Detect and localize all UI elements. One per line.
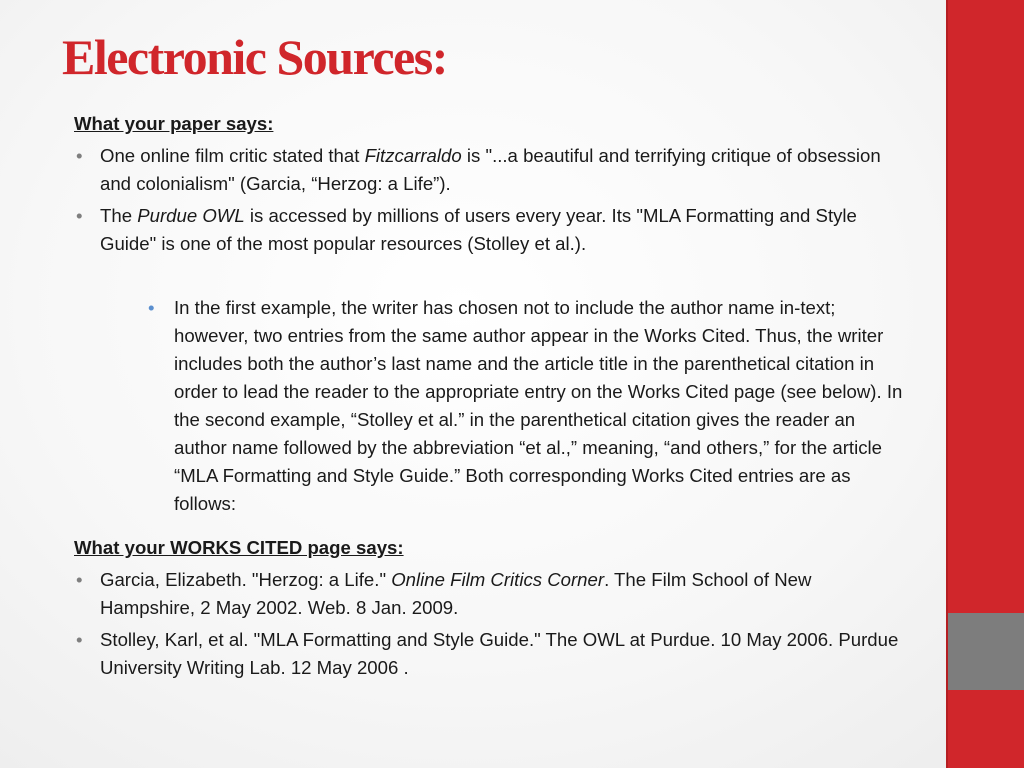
works-item-1-text-a: Garcia, Elizabeth. "Herzog: a Life." [100,569,392,590]
explanation-list [74,294,904,518]
explanation-item [146,294,904,518]
paper-heading: What your paper says: [74,113,274,134]
paper-item-1-text-b: is "...a beautiful and terrifying critique of obsession and colonialism" (Garcia, “Herzog: a Life”). [100,145,881,194]
paper-item-2-italic: Purdue OWL [137,205,245,226]
sidebar-accent-gray [948,613,1024,690]
works-item-2 [74,626,904,682]
paper-item-1-text-a: One online film critic stated that [100,145,365,166]
works-cited-heading: What your WORKS CITED page says: [74,537,404,558]
slide-content [74,110,904,686]
works-item-2-text-a: Stolley, Karl, et al. "MLA Formatting and Style Guide." The OWL at Purdue. 10 May 2006. Purdue University Writing Lab. 12 May 2006 . [100,629,899,678]
paper-item-2-text-a: The [100,205,138,226]
works-item-1-text-b: . The Film School of New Hampshire, 2 May 2002. Web. 8 Jan. 2009. [100,569,812,618]
paper-item-2-text-b: is accessed by millions of users every year. Its "MLA Formatting and Style Guide" is one of the most popular resources (Stolley et al.). [100,205,857,254]
paper-item-1 [74,142,904,198]
slide-title: Electronic Sources: [62,29,447,85]
works-cited-list [74,566,904,682]
paper-item-2 [74,202,904,258]
explanation-text: In the first example, the writer has chosen not to include the author name in-text; however, two entries from the same author appear in the Works Cited. Thus, the writer includes both the author’s last name and the article title in the parenthetical citation in order to lead the reader to the appropriate entry on the Works Cited page (see below). In the second example, “Stolley et al.” in the parenthetical citation gives the reader an author name followed by the abbreviation “et al.,” meaning, “and others,” for the article “MLA Formatting and Style Guide.” Both corresponding Works Cited entries are as follows: [174,297,903,514]
paper-list [74,142,904,258]
works-item-1 [74,566,904,622]
works-item-1-italic: Online Film Critics Corner [391,569,605,590]
paper-item-1-italic: Fitzcarraldo [364,145,462,166]
